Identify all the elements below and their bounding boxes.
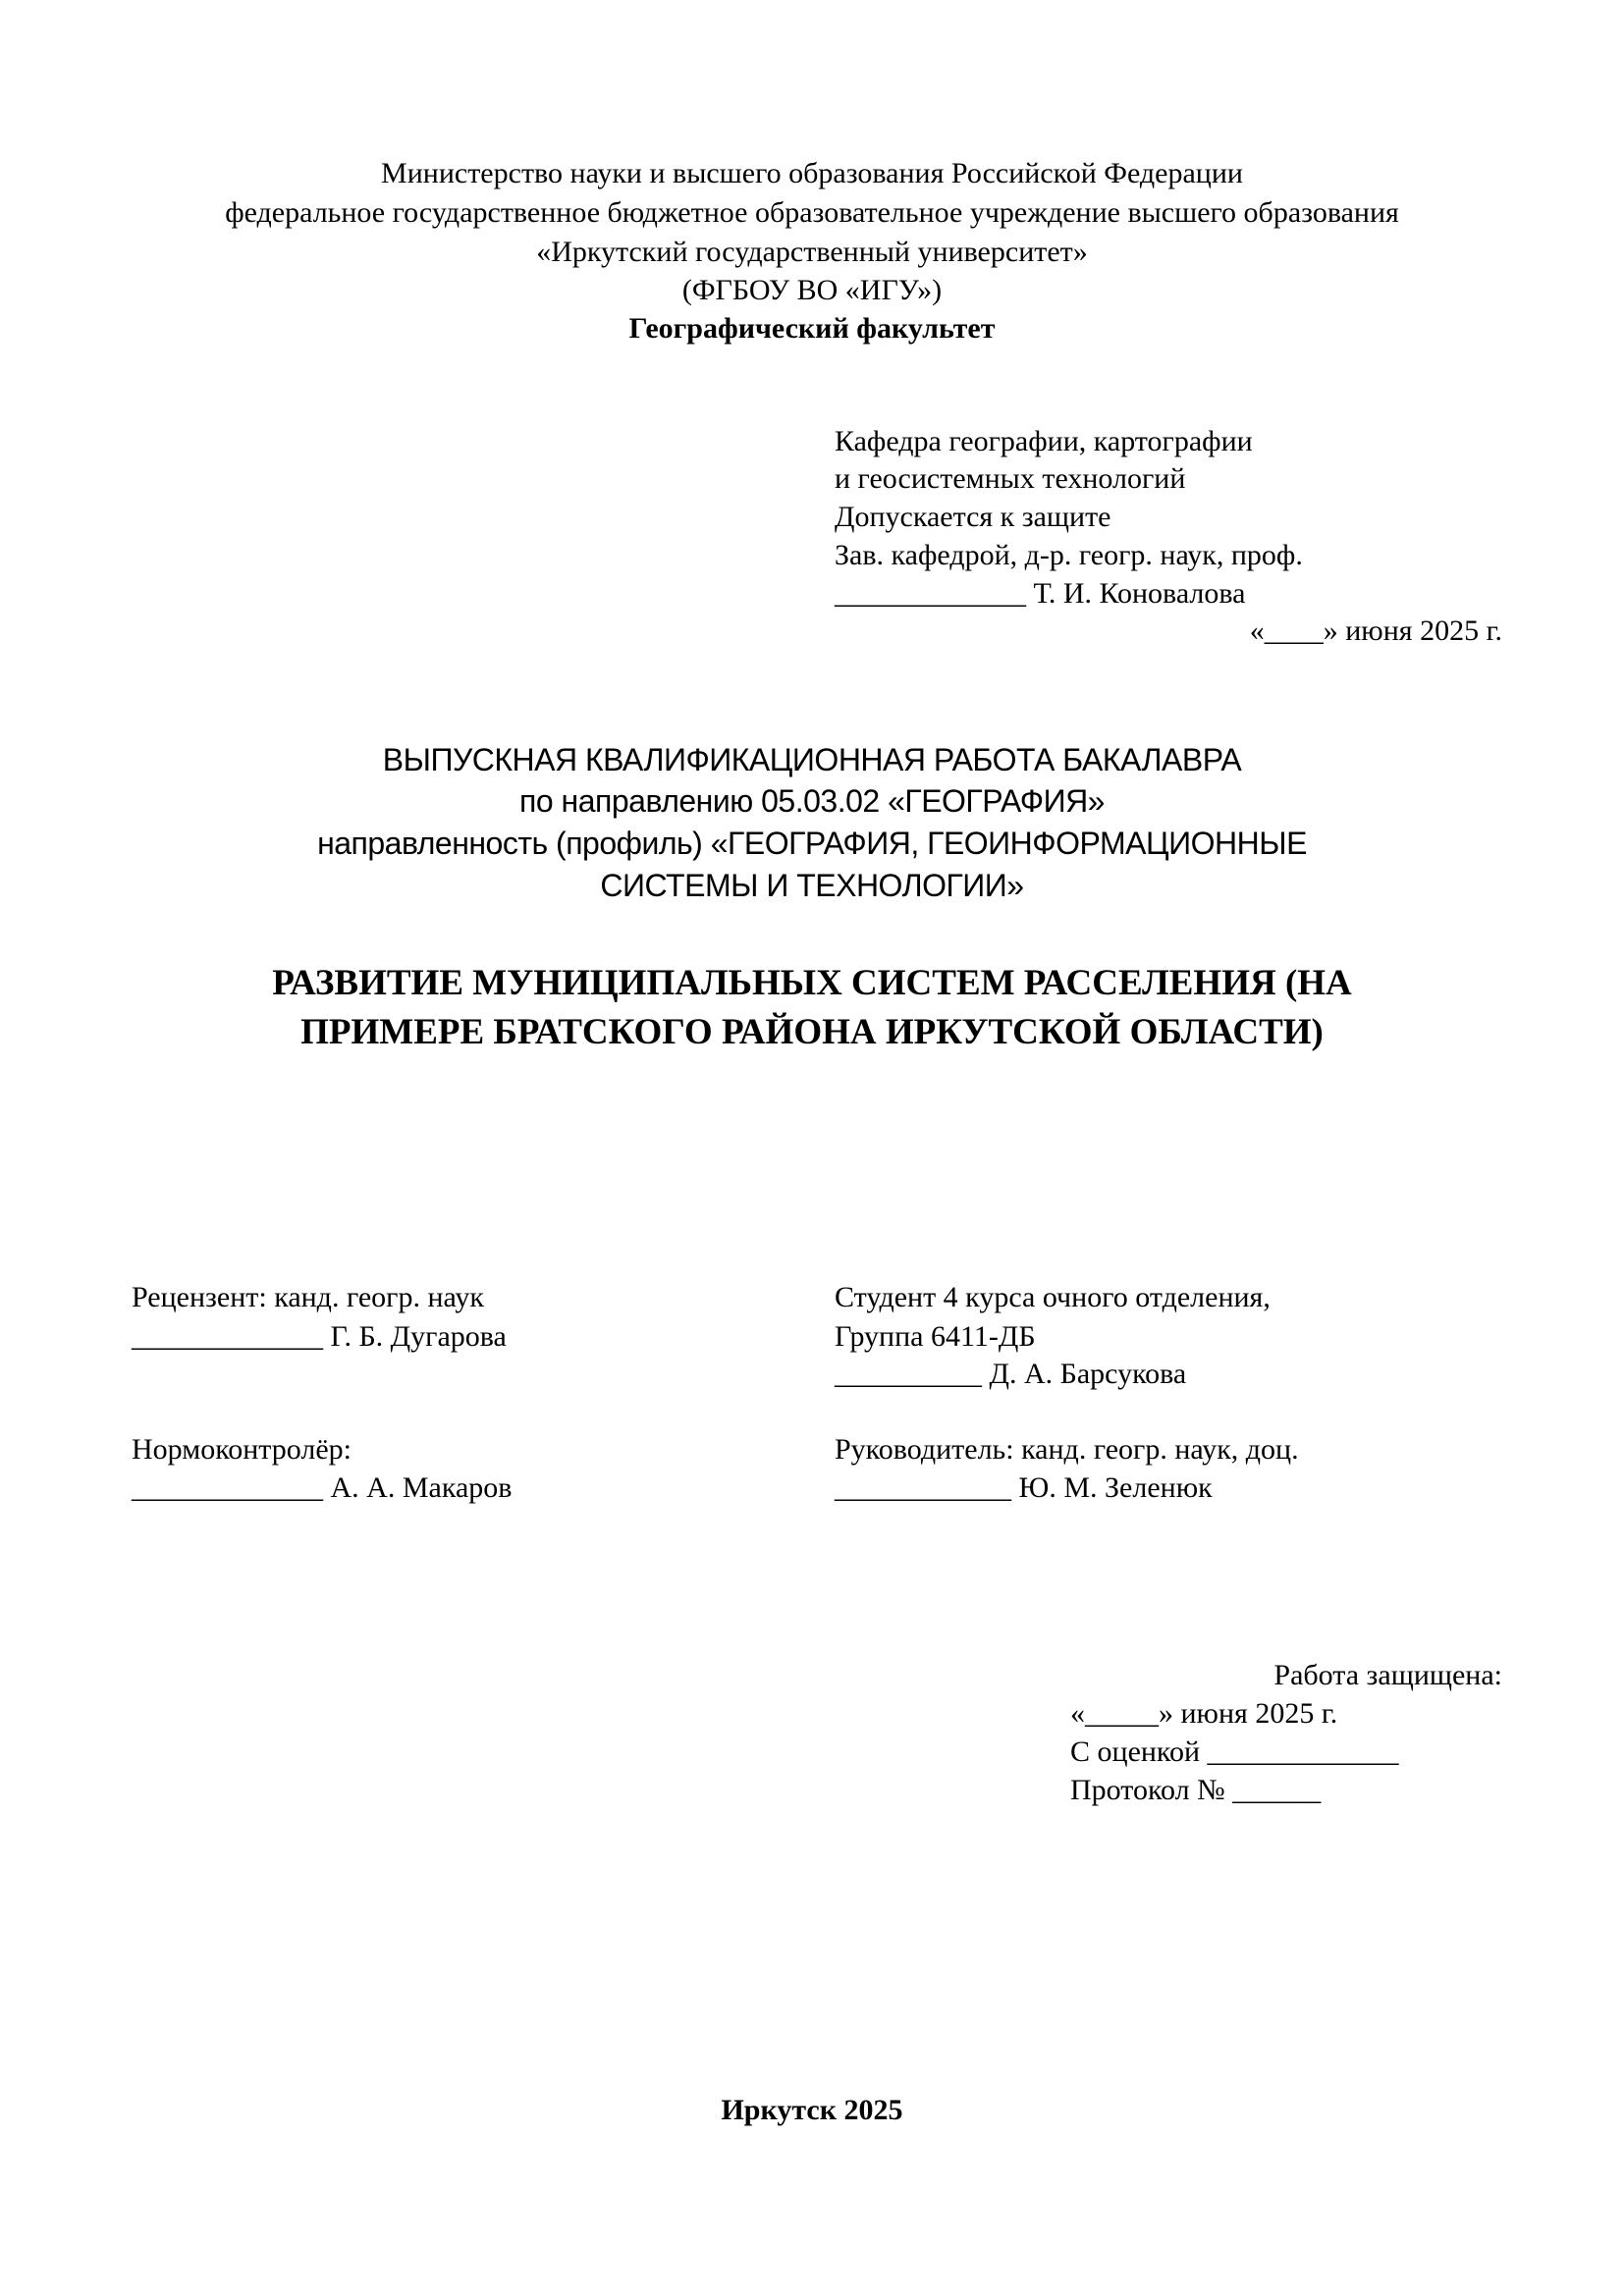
work-type-line-3: направленность (профиль) «ГЕОГРАФИЯ, ГЕОИНФОРМАЦИОННЫЕ — [317, 826, 1307, 861]
defense-label: Работа защищена: — [1273, 1659, 1502, 1691]
department-line-2: и геосистемных технологий — [835, 462, 1186, 495]
defense-date: «_____» июня 2025 г. — [1070, 1697, 1338, 1730]
reviewer-label: Рецензент: канд. геогр. наук — [132, 1281, 484, 1313]
university-name: «Иркутский государственный университет» — [536, 236, 1088, 268]
student-group: Группа 6411-ДБ — [835, 1320, 1036, 1353]
university-abbreviation: (ФГБОУ ВО «ИГУ») — [681, 274, 943, 306]
student-signature: __________ Д. А. Барсукова — [835, 1358, 1187, 1390]
approval-date: «____» июня 2025 г. — [1249, 614, 1502, 647]
department-line-1: Кафедра географии, картографии — [835, 425, 1253, 457]
head-of-department-title: Зав. кафедрой, д-р. геогр. наук, проф. — [835, 539, 1303, 571]
work-type-line-4: СИСТЕМЫ И ТЕХНОЛОГИИ» — [600, 868, 1024, 903]
thesis-title-line-2: ПРИМЕРЕ БРАТСКОГО РАЙОНА ИРКУТСКОЙ ОБЛАСТИ) — [300, 1012, 1324, 1052]
work-type-line-1: ВЫПУСКНАЯ КВАЛИФИКАЦИОННАЯ РАБОТА БАКАЛАВРА — [382, 742, 1242, 777]
supervisor-signature: ____________ Ю. М. Зеленюк — [835, 1471, 1213, 1504]
norm-controller-signature: _____________ А. А. Макаров — [132, 1471, 513, 1504]
reviewer-signature: _____________ Г. Б. Дугарова — [132, 1320, 507, 1353]
supervisor-label: Руководитель: канд. геогр. наук, доц. — [835, 1433, 1299, 1466]
ministry-name: Министерство науки и высшего образования Российской Федерации — [381, 157, 1243, 189]
defense-grade: С оценкой _____________ — [1070, 1735, 1399, 1768]
head-of-department-signature: _____________ Т. И. Коновалова — [835, 577, 1246, 610]
faculty-name: Географический факультет — [628, 312, 996, 345]
defense-protocol: Протокол № ______ — [1070, 1774, 1322, 1806]
work-type-line-2: по направлению 05.03.02 «ГЕОГРАФИЯ» — [519, 783, 1105, 819]
thesis-title-line-1: РАЗВИТИЕ МУНИЦИПАЛЬНЫХ СИСТЕМ РАССЕЛЕНИЯ (НА — [272, 963, 1352, 1003]
institution-type: федеральное государственное бюджетное образовательное учреждение высшего образования — [225, 196, 1399, 229]
city-year: Иркутск 2025 — [721, 2094, 903, 2126]
norm-controller-label: Нормоконтролёр: — [132, 1433, 352, 1466]
admitted-to-defense: Допускается к защите — [835, 501, 1111, 533]
student-label: Студент 4 курса очного отделения, — [835, 1281, 1271, 1313]
